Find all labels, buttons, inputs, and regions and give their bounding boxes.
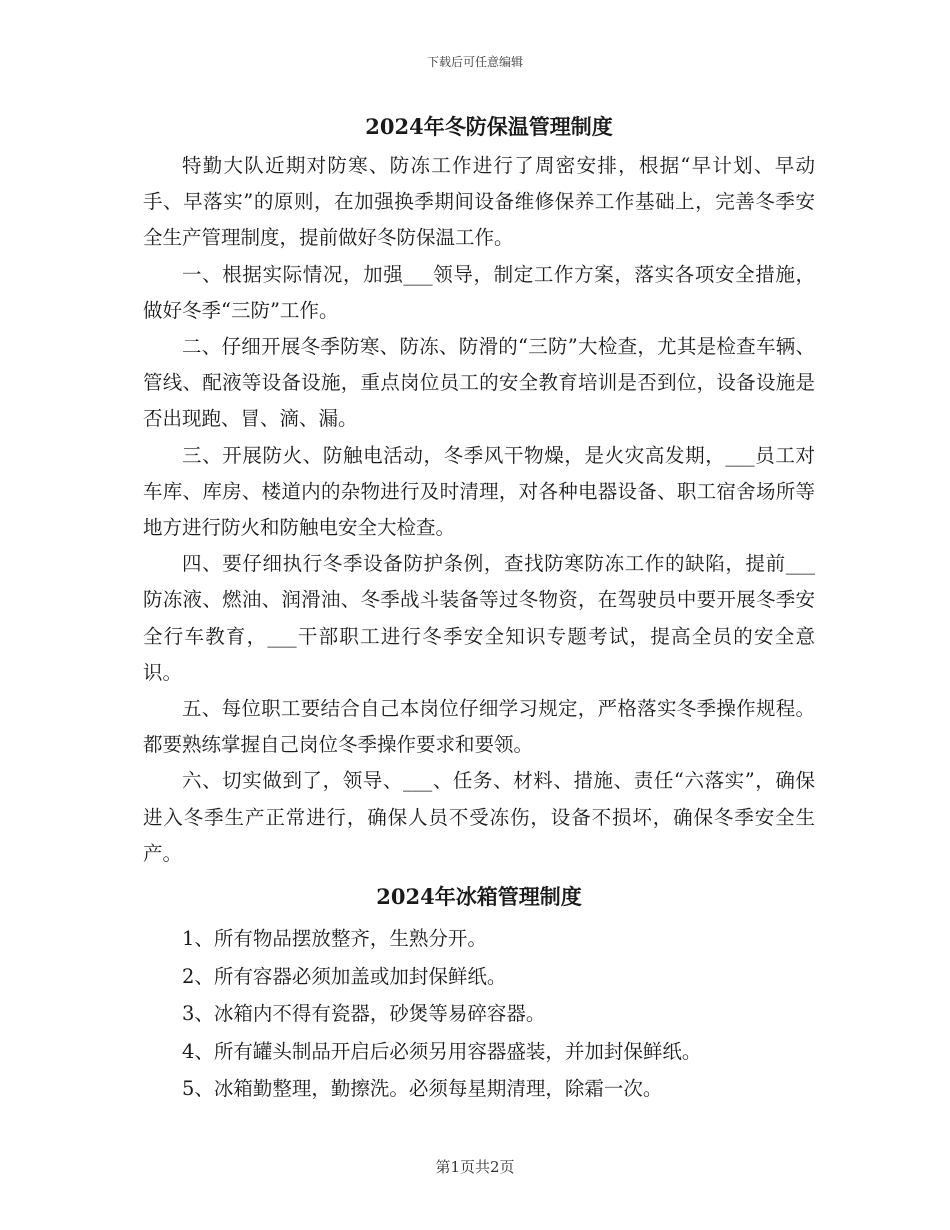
doc1-paragraph: 三、开展防火、防触电活动，冬季风干物燥，是火灾高发期，___员工对车库、库房、楼道内的杂物进行及时清理，对各种电器设备、职工宿舍场所等地方进行防火和防触电安全大检查。 <box>143 443 815 540</box>
doc2-section <box>143 882 815 1108</box>
list-item: 4、所有罐头制品开启后必须另用容器盛装，并加封保鲜纸。 <box>182 1039 702 1063</box>
doc1-paragraph: 特勤大队近期对防寒、防冻工作进行了周密安排，根据“早计划、早动手、早落实”的原则，在加强换季期间设备维修保养工作基础上，完善冬季安全生产管理制度，提前做好冬防保温工作。 <box>143 154 815 250</box>
page-footer: 第1页共2页 <box>435 1158 515 1176</box>
list-item: 1、所有物品摆放整齐，生熟分开。 <box>182 927 487 951</box>
doc2-title: 2024年冰箱管理制度 <box>376 884 582 910</box>
list-item: 2、所有容器必须加盖或加封保鲜纸。 <box>182 964 507 988</box>
doc1-paragraph: 六、切实做到了，领导、___、任务、材料、措施、责任“六落实”，确保进入冬季生产正常进行，确保人员不受冻伤，设备不损坏，确保冬季安全生产。 <box>143 769 815 865</box>
doc1-title: 2024年冬防保温管理制度 <box>365 114 613 139</box>
doc1-paragraph: 二、仔细开展冬季防寒、防冻、防滑的“三防”大检查，尤其是检查车辆、管线、配液等设备设施，重点岗位员工的安全教育培训是否到位，设备设施是否出现跑、冒、滴、漏。 <box>143 335 815 431</box>
doc1-section <box>143 112 815 872</box>
doc1-paragraph: 五、每位职工要结合自己本岗位仔细学习规定，严格落实冬季操作规程。都要熟练掌握自己岗位冬季操作要求和要领。 <box>143 697 815 757</box>
doc1-paragraph: 一、根据实际情况，加强___领导，制定工作方案，落实各项安全措施，做好冬季“三防”工作。 <box>143 262 815 322</box>
doc1-paragraph: 四、要仔细执行冬季设备防护条例，查找防寒防冻工作的缺陷，提前___防冻液、燃油、润滑油、冬季战斗装备等过冬物资，在驾驶员中要开展冬季安全行车教育，___干部职工进行冬季安全知识专题考试，提高全员的安全意识。 <box>143 552 815 684</box>
page-header: 下载后可任意编辑 <box>426 55 523 69</box>
list-item: 3、冰箱内不得有瓷器，砂煲等易碎容器。 <box>182 1002 546 1026</box>
list-item: 5、冰箱勤整理，勤擦洗。必须每星期清理，除霜一次。 <box>182 1077 663 1101</box>
document-body <box>143 112 815 1108</box>
